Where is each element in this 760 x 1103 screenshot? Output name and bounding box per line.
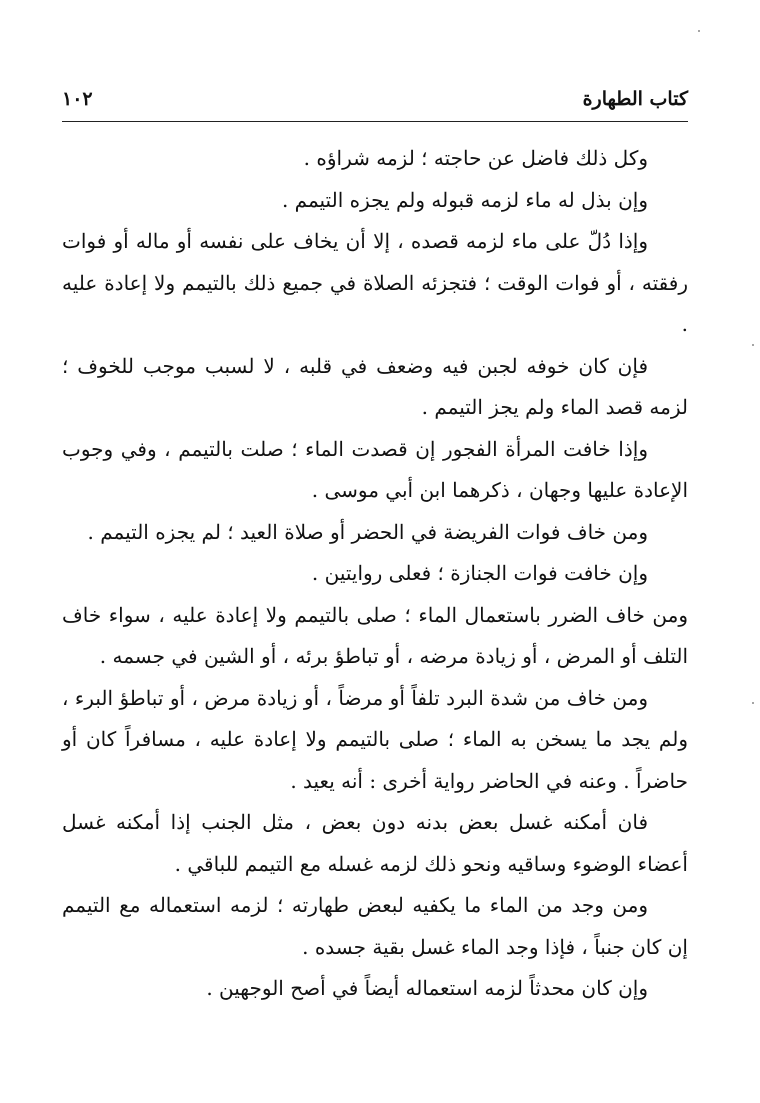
scan-speck: [752, 702, 754, 704]
body-text: [62, 138, 688, 1010]
page-number: ١٠٢: [62, 88, 93, 110]
paragraph: ومن خاف فوات الفريضة في الحضر أو صلاة العيد ؛ لم يجزه التيمم .: [87, 519, 648, 544]
paragraph: وكل ذلك فاضل عن حاجته ؛ لزمه شراؤه .: [303, 146, 648, 170]
page-header: [62, 86, 688, 116]
paragraph: وإن بذل له ماء لزمه قبوله ولم يجزه التيمم .: [281, 187, 648, 212]
paragraph: وإن خافت فوات الجنازة ؛ فعلى روايتين .: [311, 561, 648, 585]
paragraph: ومن وجد من الماء ما يكفيه لبعض طهارته ؛ لزمه استعماله مع التيمم إن كان جنباً ، فإذا وجد الماء غسل بقية جسده .: [62, 893, 688, 959]
paragraph: وإذا خافت المرأة الفجور إن قصدت الماء ؛ صلت بالتيمم ، وفي وجوب الإعادة عليها وجهان ، ذكرهما ابن أبي موسى .: [62, 436, 688, 502]
paragraph: وإذا دُلّ على ماء لزمه قصده ، إلا أن يخاف على نفسه أو ماله أو فوات رفقته ، أو فوات الوقت ؛ فتجزئه الصلاة في جميع ذلك بالتيمم ولا إعادة عليه .: [62, 229, 688, 336]
running-title: كتاب الطهارة: [582, 88, 688, 110]
scan-speck: [698, 30, 700, 32]
paragraph: ومن خاف من شدة البرد تلفاً أو مرضاً ، أو زيادة مرض ، أو تباطؤ البرء ، ولم يجد ما يسخن به الماء ؛ صلى بالتيمم ولا إعادة عليه ، مسافراً كان أو حاضراً . وعنه في الحاضر رواية أخرى : أنه يعيد .: [62, 685, 688, 793]
paragraph: وإن كان محدثاً لزمه استعماله أيضاً في أصح الوجهين .: [206, 976, 648, 1000]
paragraph: ومن خاف الضرر باستعمال الماء ؛ صلى بالتيمم ولا إعادة عليه ، سواء خاف التلف أو المرض ، أو زيادة مرضه ، أو تباطؤ برئه ، أو الشين في جسمه .: [62, 602, 688, 668]
scan-speck: [752, 344, 754, 346]
paragraph: فإن كان خوفه لجبن فيه وضعف في قلبه ، لا لسبب موجب للخوف ؛ لزمه قصد الماء ولم يجز التيمم .: [62, 353, 688, 419]
header-rule: [62, 121, 688, 122]
paragraph: فان أمكنه غسل بعض بدنه دون بعض ، مثل الجنب إذا أمكنه غسل أعضاء الوضوء وساقيه ونحو ذلك لزمه غسله مع التيمم للباقي .: [62, 810, 688, 876]
